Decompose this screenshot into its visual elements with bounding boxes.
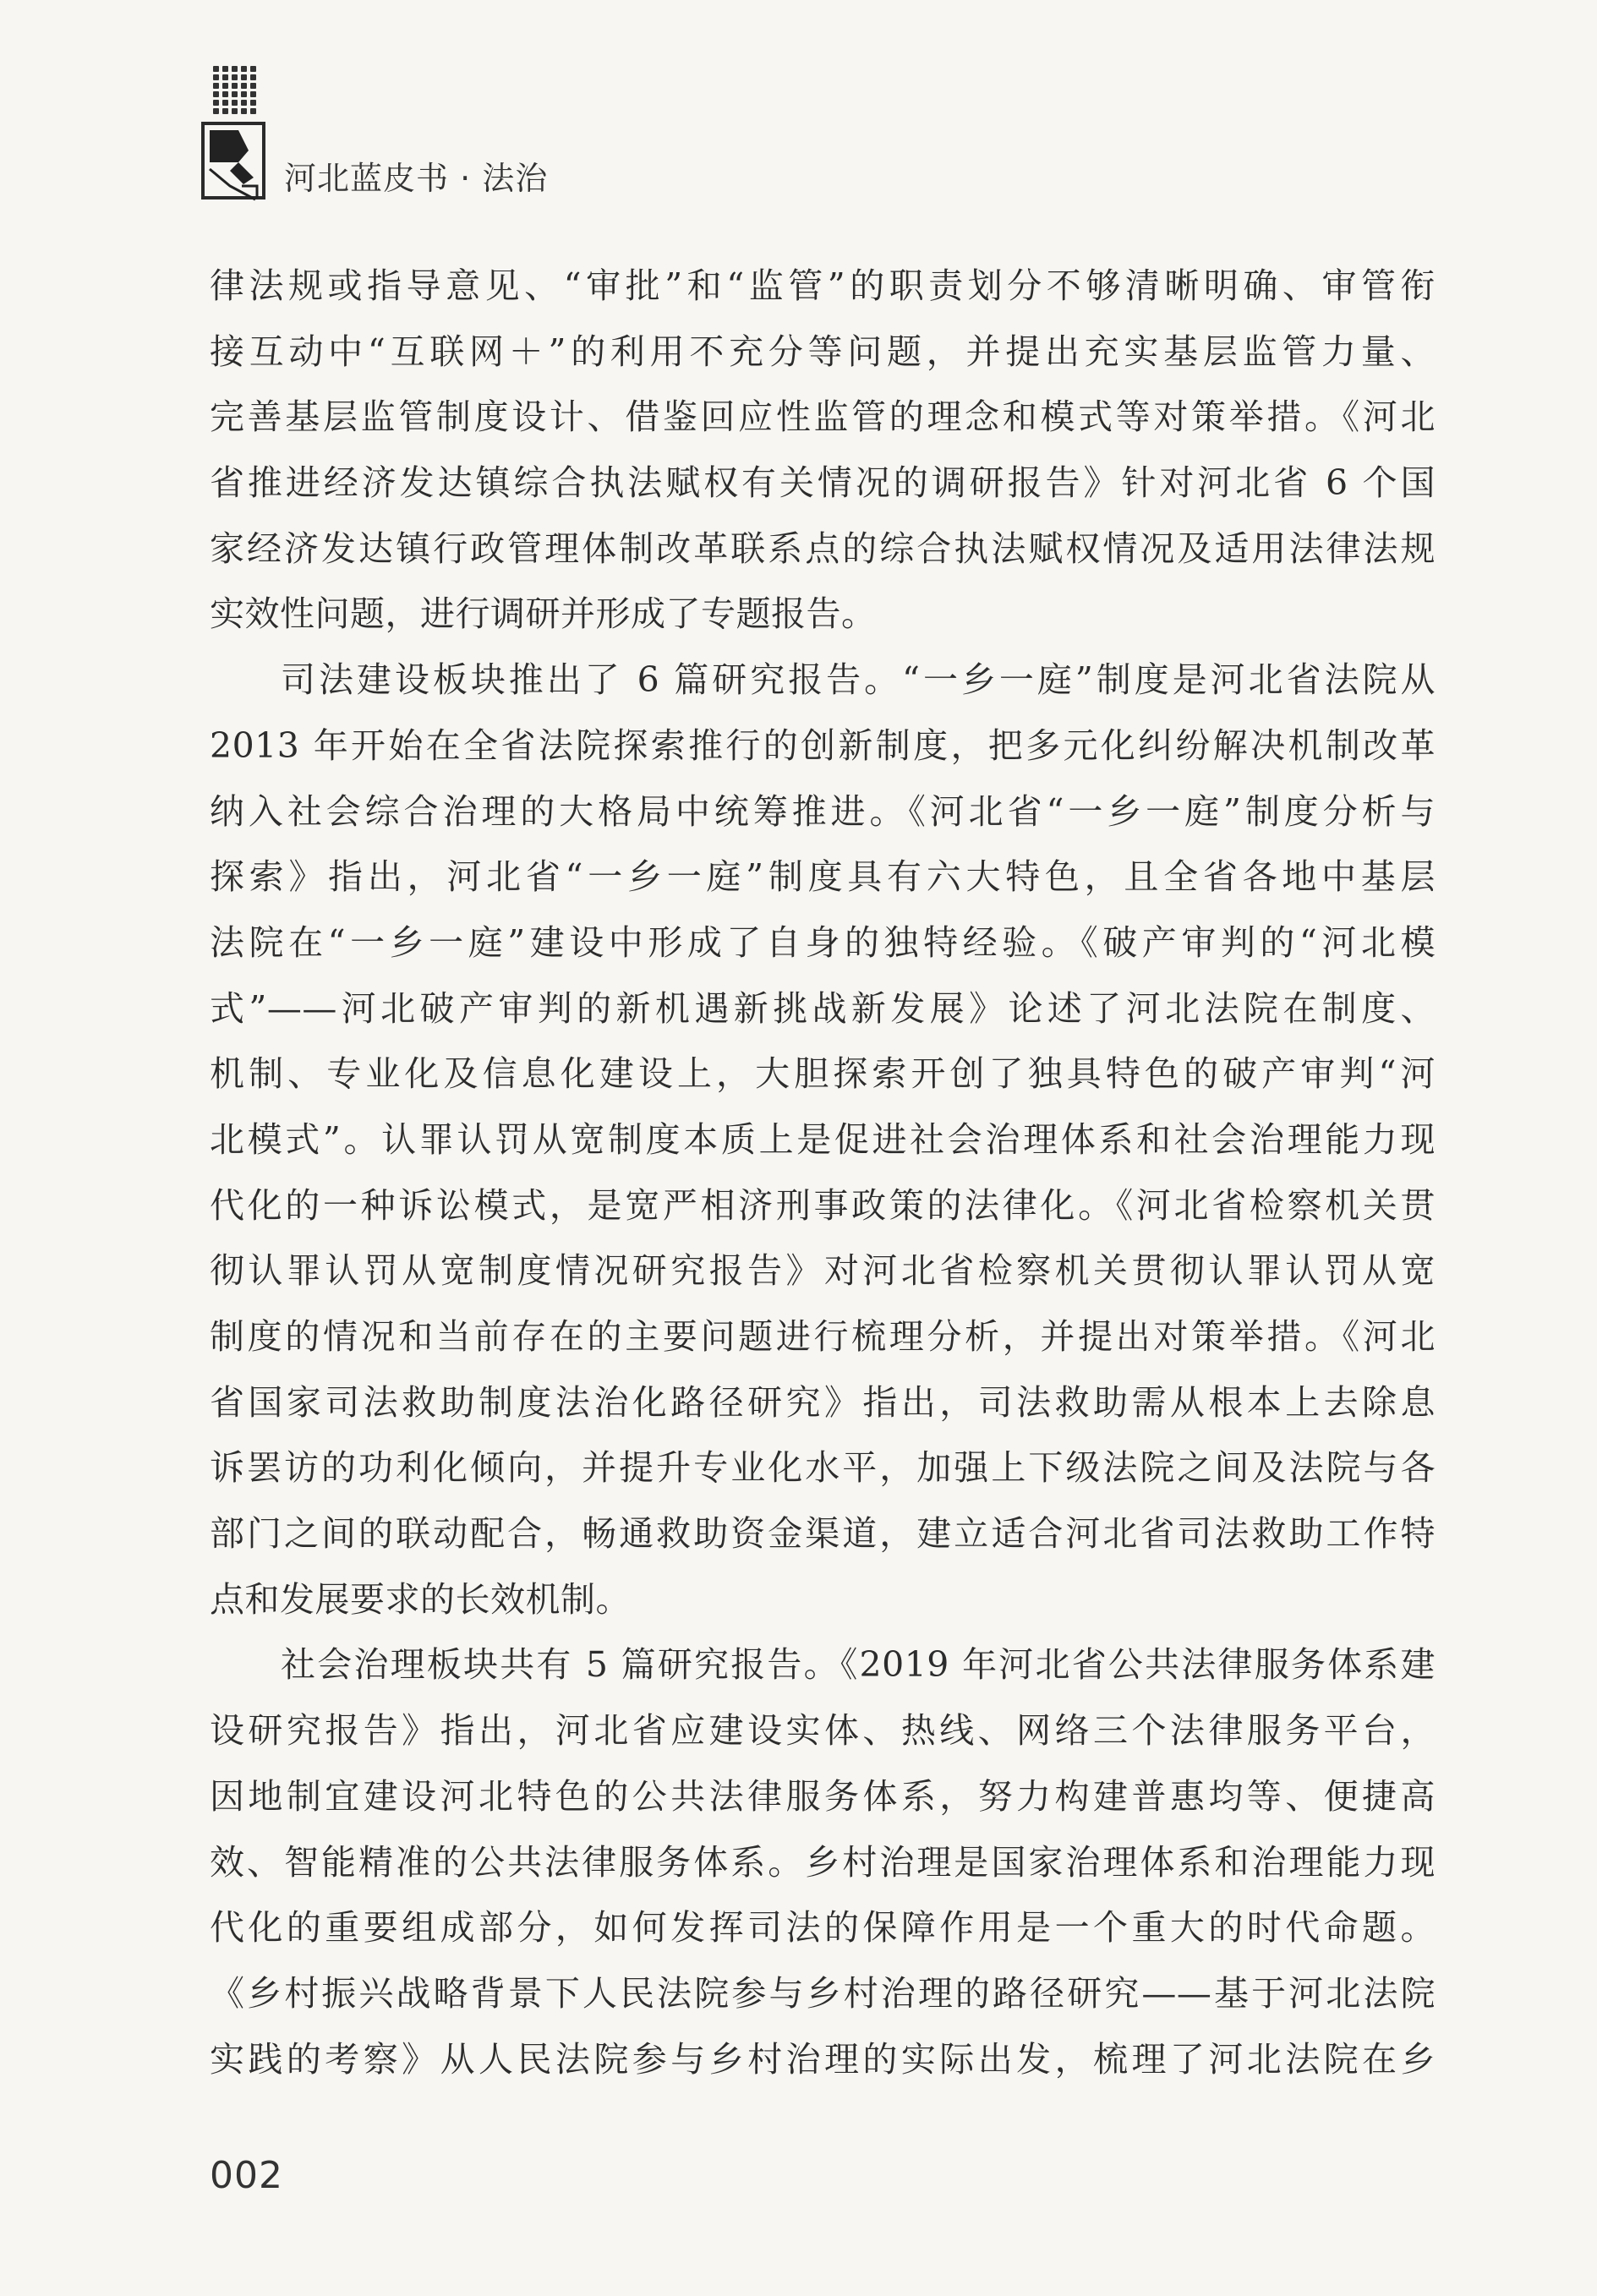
text-line: 实践的考察》从人民法院参与乡村治理的实际出发，梳理了河北法院在乡 [210, 2038, 1436, 2080]
text-line: 家经济发达镇行政管理体制改革联系点的综合执法赋权情况及适用法律法规 [210, 528, 1436, 569]
decorative-dots-icon [213, 66, 260, 118]
decorative-dot [222, 91, 228, 97]
decorative-dot [232, 83, 238, 89]
decorative-dot [213, 66, 219, 72]
text-line: 社会治理板块共有 5 篇研究报告。《2019 年河北省公共法律服务体系建 [281, 1644, 1436, 1686]
running-header [201, 66, 1436, 218]
decorative-dot [250, 108, 256, 114]
decorative-dot [232, 74, 238, 80]
text-line: 《乡村振兴战略背景下人民法院参与乡村治理的路径研究——基于河北法院 [210, 1972, 1436, 2014]
page-number: 002 [210, 2154, 283, 2197]
text-line: 代化的一种诉讼模式，是宽严相济刑事政策的法律化。《河北省检察机关贯 [210, 1184, 1436, 1226]
decorative-dot [241, 100, 247, 106]
decorative-dot [222, 83, 228, 89]
decorative-dot [213, 74, 219, 80]
text-line: 设研究报告》指出，河北省应建设实体、热线、网络三个法律服务平台， [210, 1710, 1436, 1752]
text-line: 诉罢访的功利化倾向，并提升专业化水平，加强上下级法院之间及法院与各 [210, 1447, 1436, 1489]
text-line: 省推进经济发达镇综合执法赋权有关情况的调研报告》针对河北省 6 个国 [210, 462, 1436, 504]
decorative-dot [213, 100, 219, 106]
decorative-dot [250, 83, 256, 89]
running-header-title: 河北蓝皮书 · 法治 [284, 160, 549, 197]
text-line: 效、智能精准的公共法律服务体系。乡村治理是国家治理体系和治理能力现 [210, 1841, 1436, 1883]
book-corner-icon [201, 122, 265, 200]
decorative-dot [222, 66, 228, 72]
decorative-dot [222, 100, 228, 106]
decorative-dot [241, 83, 247, 89]
text-line: 式”——河北破产审判的新机遇新挑战新发展》论述了河北法院在制度、 [210, 987, 1436, 1029]
text-line: 法院在“一乡一庭”建设中形成了自身的独特经验。《破产审判的“河北模 [210, 921, 1436, 963]
decorative-dot [250, 100, 256, 106]
decorative-dot [250, 91, 256, 97]
text-line: 接互动中“互联网＋”的利用不充分等问题，并提出充实基层监管力量、 [210, 331, 1436, 372]
text-line: 彻认罪认罚从宽制度情况研究报告》对河北省检察机关贯彻认罪认罚从宽 [210, 1250, 1436, 1292]
text-line: 省国家司法救助制度法治化路径研究》指出，司法救助需从根本上去除息 [210, 1381, 1436, 1423]
decorative-dot [232, 91, 238, 97]
text-line: 律法规或指导意见、“审批”和“监管”的职责划分不够清晰明确、审管衔 [210, 265, 1436, 306]
decorative-dot [213, 91, 219, 97]
text-line: 司法建设板块推出了 6 篇研究报告。“一乡一庭”制度是河北省法院从 [281, 659, 1436, 701]
text-line: 机制、专业化及信息化建设上，大胆探索开创了独具特色的破产审判“河 [210, 1053, 1436, 1095]
text-line: 完善基层监管制度设计、借鉴回应性监管的理念和模式等对策举措。《河北 [210, 396, 1436, 438]
decorative-dot [232, 108, 238, 114]
decorative-dot [222, 108, 228, 114]
text-line: 部门之间的联动配合，畅通救助资金渠道，建立适合河北省司法救助工作特 [210, 1513, 1436, 1555]
text-line: 制度的情况和当前存在的主要问题进行梳理分析，并提出对策举措。《河北 [210, 1316, 1436, 1357]
text-line: 因地制宜建设河北特色的公共法律服务体系，努力构建普惠均等、便捷高 [210, 1775, 1436, 1817]
decorative-dot [232, 66, 238, 72]
decorative-dot [241, 66, 247, 72]
decorative-dot [222, 74, 228, 80]
text-line: 实效性问题，进行调研并形成了专题报告。 [210, 593, 877, 635]
body-text [210, 254, 1436, 2092]
decorative-dot [213, 83, 219, 89]
text-line: 代化的重要组成部分，如何发挥司法的保障作用是一个重大的时代命题。 [210, 1907, 1436, 1949]
decorative-dot [232, 100, 238, 106]
decorative-dot [250, 74, 256, 80]
decorative-dot [241, 91, 247, 97]
text-line: 纳入社会综合治理的大格局中统筹推进。《河北省“一乡一庭”制度分析与 [210, 790, 1436, 832]
text-line: 北模式”。认罪认罚从宽制度本质上是促进社会治理体系和社会治理能力现 [210, 1118, 1436, 1160]
decorative-dot [250, 66, 256, 72]
text-line: 探索》指出，河北省“一乡一庭”制度具有六大特色，且全省各地中基层 [210, 856, 1436, 898]
decorative-dot [241, 108, 247, 114]
text-line: 2013 年开始在全省法院探索推行的创新制度，把多元化纠纷解决机制改革 [210, 724, 1436, 766]
text-line: 点和发展要求的长效机制。 [210, 1578, 631, 1620]
decorative-dot [241, 74, 247, 80]
decorative-dot [213, 108, 219, 114]
